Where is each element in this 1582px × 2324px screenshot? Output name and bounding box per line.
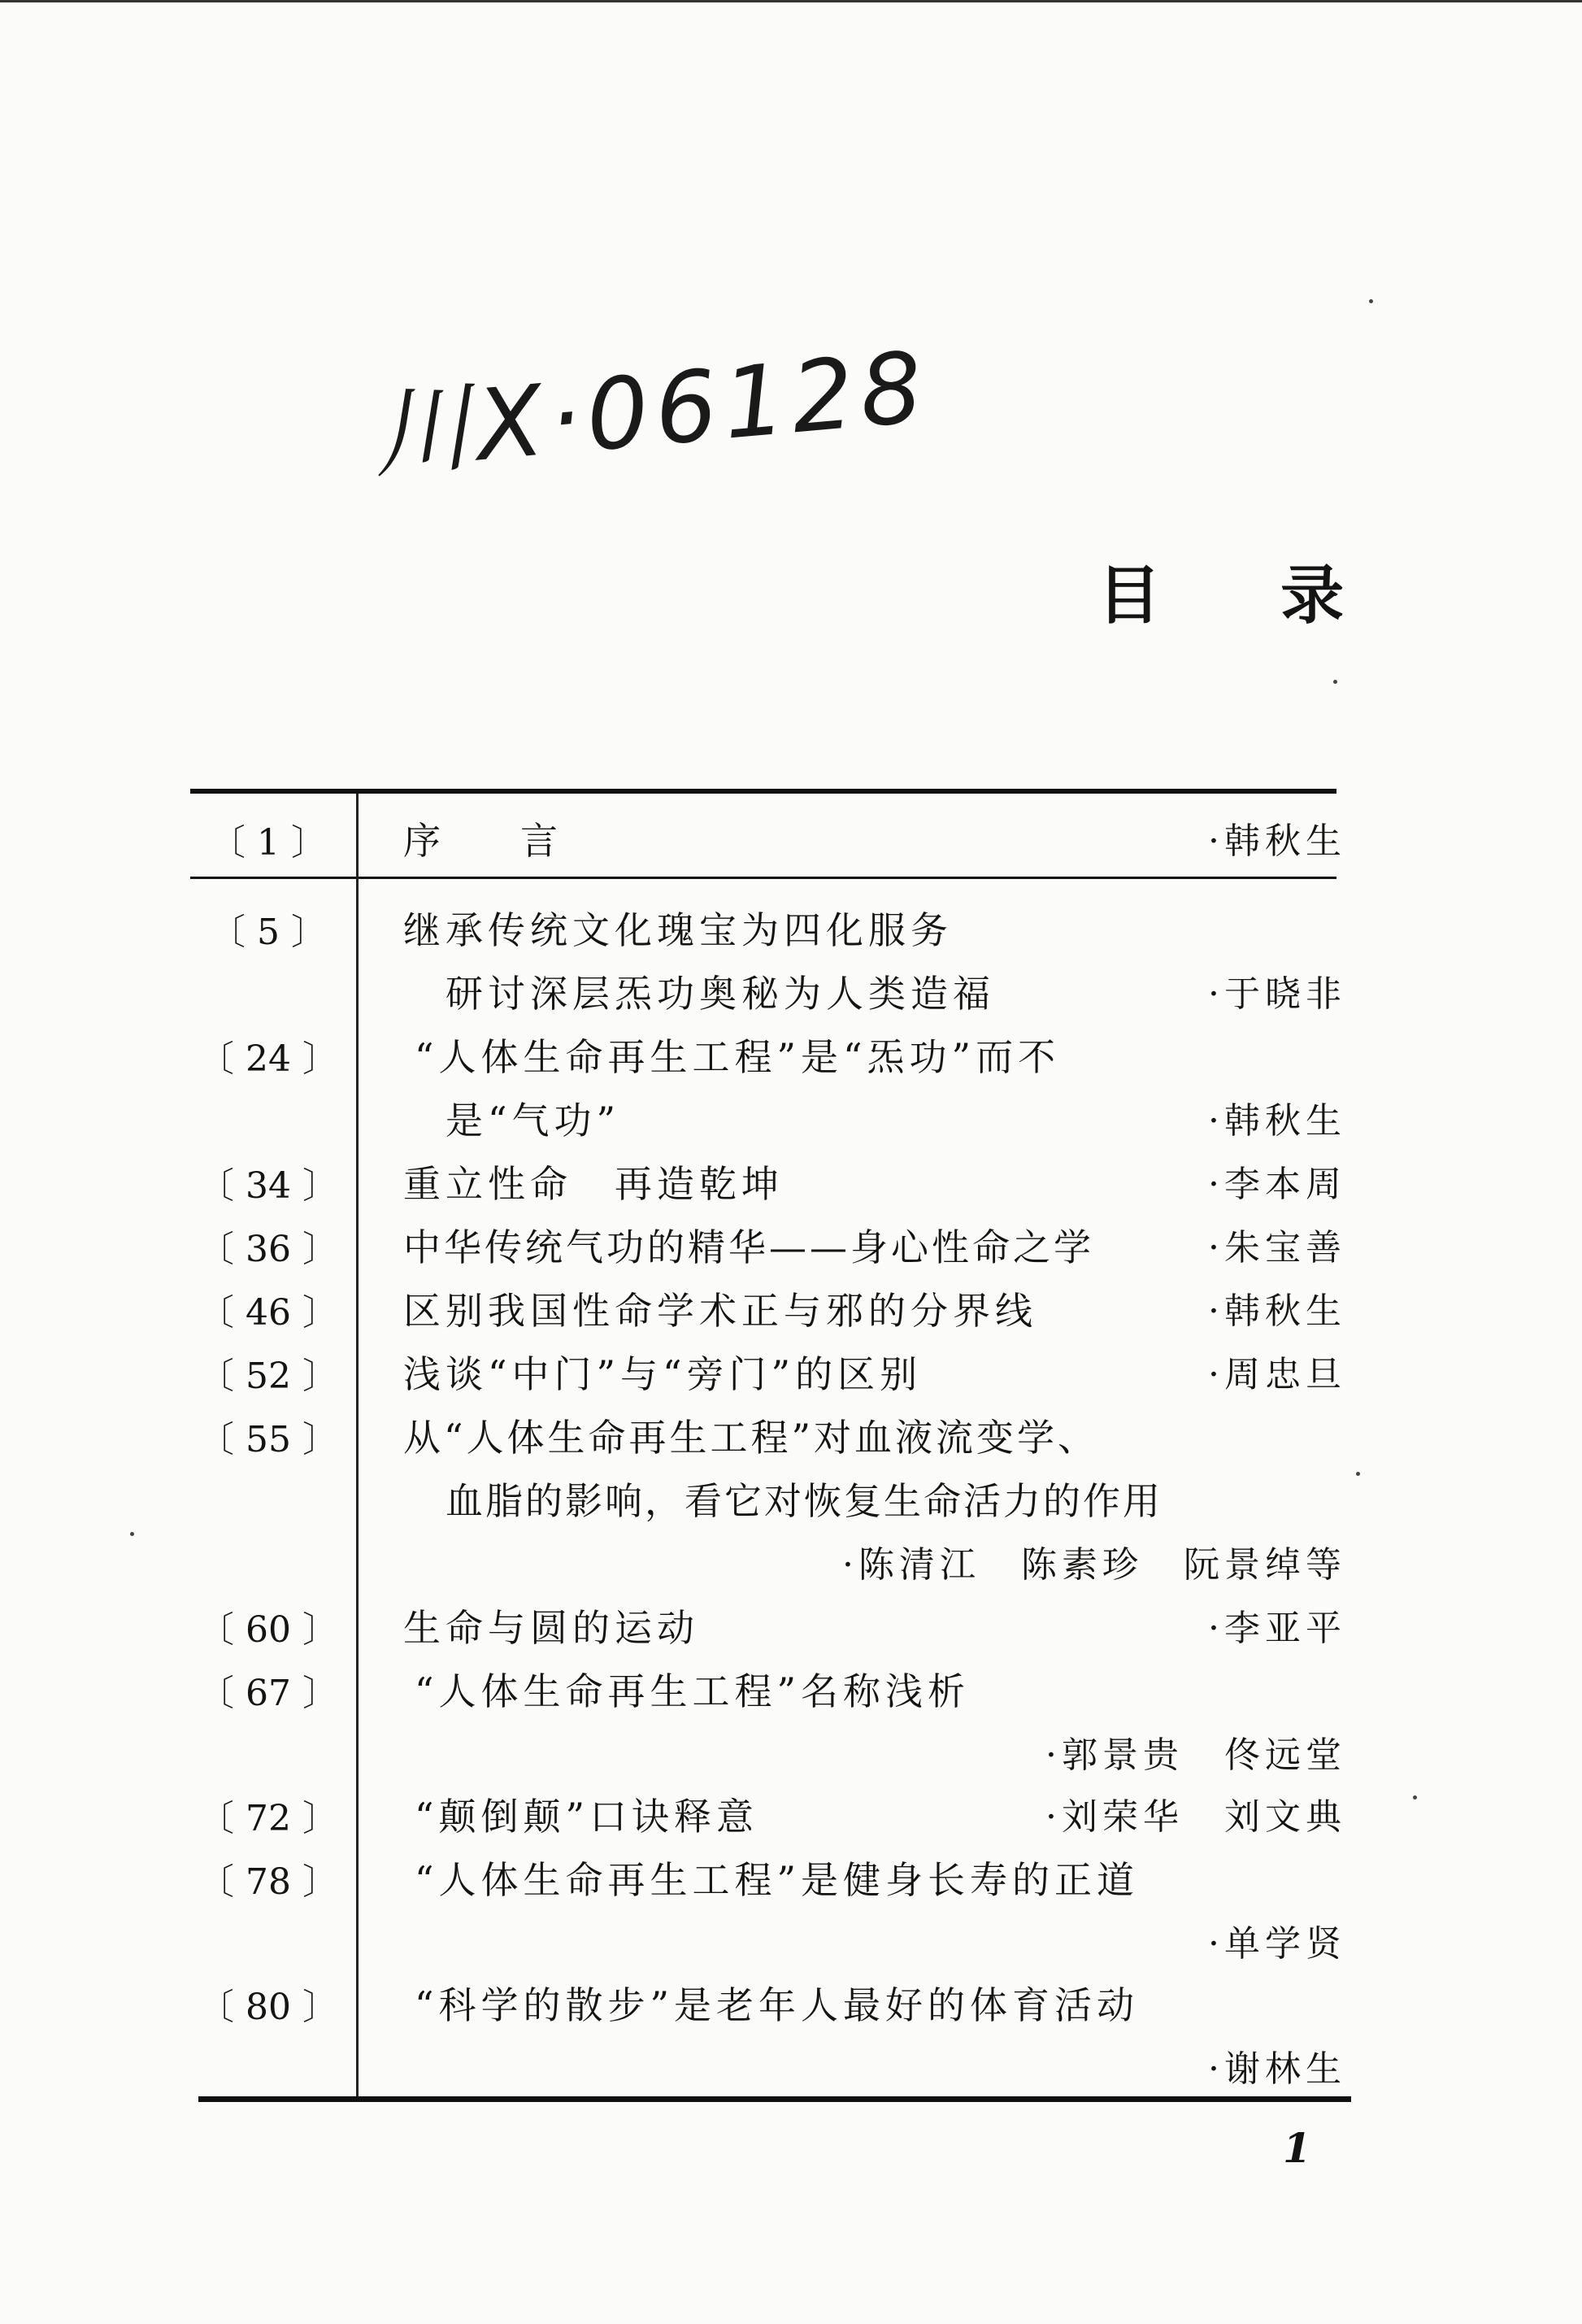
scan-top-edge (0, 0, 1582, 2)
toc-page-ref: 〔 46 〕 (198, 1292, 338, 1334)
toc-page-ref: 〔 55 〕 (198, 1419, 338, 1460)
toc-page-ref: 〔 1 〕 (210, 822, 327, 864)
toc-entry-author: ·单学贤 (1208, 1923, 1346, 1965)
toc-entry-title: “科学的散步”是老年人最好的体育活动 (415, 1983, 1140, 2027)
toc-page-ref: 〔 52 〕 (198, 1356, 338, 1397)
toc-entry-title: 中华传统气功的精华——身心性命之学 (403, 1225, 1094, 1269)
toc-page-ref: 〔 72 〕 (198, 1798, 338, 1839)
scan-speck (1356, 1472, 1360, 1476)
toc-entry-title: 序 言 (403, 819, 559, 863)
toc-entry-author: ·韩秋生 (1208, 820, 1346, 862)
toc-entry-author: ·李本周 (1208, 1164, 1346, 1205)
toc-entry-title: 从“人体生命再生工程”对血液流变学、 (403, 1416, 1099, 1460)
scan-speck (130, 1532, 134, 1536)
toc-entry-title: “人体生命再生工程”名称浅析 (415, 1669, 971, 1713)
toc-entry-author: ·刘荣华 刘文典 (1045, 1796, 1346, 1838)
toc-entry-title: 重立性命 再造乾坤 (403, 1162, 784, 1206)
toc-entry-title: 生命与圆的运动 (403, 1606, 699, 1650)
toc-entry-author: ·韩秋生 (1208, 1100, 1346, 1142)
toc-entry-author: ·陈清江 陈素珍 阮景绰等 (842, 1544, 1346, 1586)
toc-page-ref: 〔 60 〕 (198, 1609, 338, 1651)
handwritten-catalog-number: 川Χ·06128 (367, 331, 933, 493)
toc-entry-author: ·韩秋生 (1208, 1290, 1346, 1332)
toc-entry-title: “人体生命再生工程”是“炁功”而不 (415, 1035, 1061, 1079)
scan-speck (1413, 1795, 1417, 1800)
toc-entry-title: 区别我国性命学术正与邪的分界线 (403, 1289, 1037, 1333)
toc-page-ref: 〔 24 〕 (198, 1038, 338, 1080)
toc-page-ref: 〔 78 〕 (198, 1861, 338, 1903)
toc-entry-author: ·于晓非 (1208, 973, 1346, 1015)
scan-speck (1333, 680, 1337, 684)
toc-page-ref: 〔 67 〕 (198, 1673, 338, 1714)
toc-column-divider (356, 794, 359, 2098)
toc-preface-rule (190, 877, 1336, 879)
page-title: 目 录 (1097, 559, 1345, 633)
scan-speck (1369, 299, 1373, 303)
page-number: 1 (1283, 2124, 1311, 2172)
toc-entry-author: ·李亚平 (1208, 1608, 1346, 1649)
toc-top-rule (190, 789, 1336, 794)
toc-page-ref: 〔 36 〕 (198, 1229, 338, 1270)
toc-page-ref: 〔 80 〕 (198, 1987, 338, 2028)
toc-entry-author: ·朱宝善 (1208, 1227, 1346, 1269)
toc-entry-title: 浅谈“中门”与“旁门”的区别 (403, 1352, 923, 1396)
toc-page-ref: 〔 5 〕 (210, 912, 327, 953)
toc-entry-title: 继承传统文化瑰宝为四化服务 (403, 908, 953, 952)
toc-entry-title: “人体生命再生工程”是健身长寿的正道 (415, 1858, 1140, 1902)
toc-page-ref: 〔 34 〕 (198, 1165, 338, 1207)
toc-bottom-rule (198, 2096, 1351, 2102)
toc-entry-title-continued: 研讨深层炁功奥秘为人类造福 (445, 972, 995, 1016)
toc-entry-author: ·周忠旦 (1208, 1354, 1346, 1395)
toc-entry-title-continued: 血脂的影响，看它对恢复生命活力的作用 (445, 1479, 1163, 1523)
toc-entry-author: ·谢林生 (1208, 2048, 1346, 2090)
toc-entry-title: “颠倒颠”口诀释意 (415, 1795, 759, 1839)
toc-entry-title-continued: 是“气功” (445, 1099, 621, 1142)
toc-entry-author: ·郭景贵 佟远堂 (1045, 1734, 1346, 1776)
